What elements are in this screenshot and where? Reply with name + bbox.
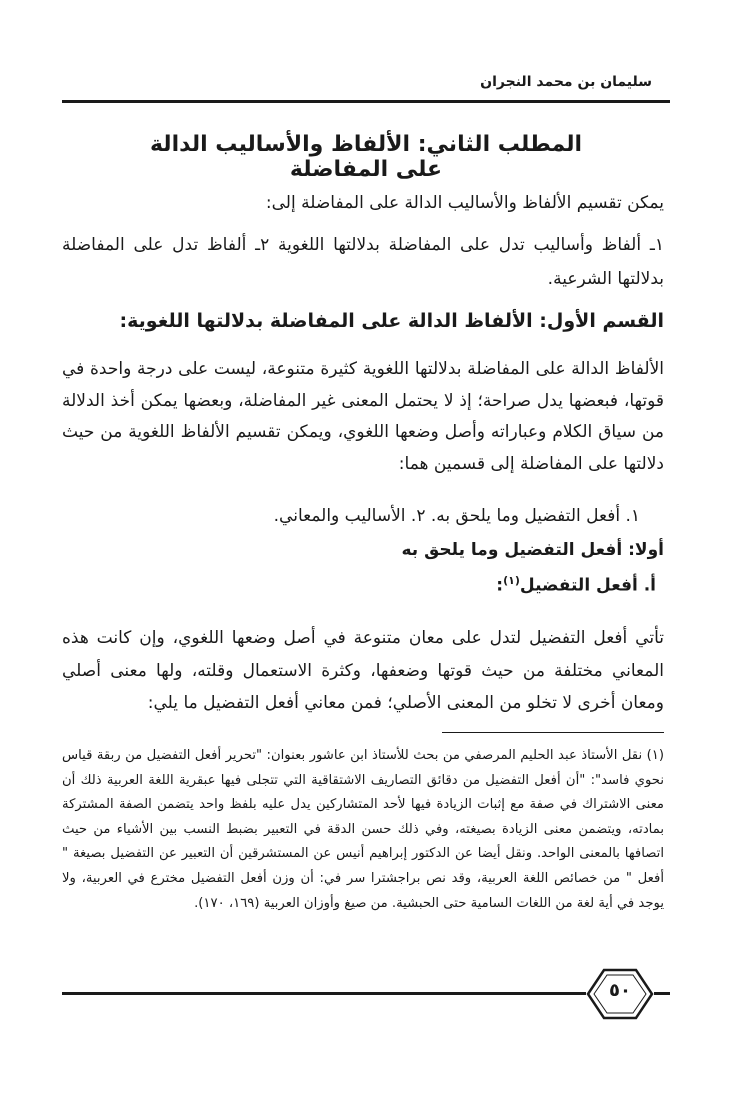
intro-paragraph: ١ـ ألفاظ وأساليب تدل على المفاضلة بدلالتها اللغوية ٢ـ ألفاظ تدل على المفاضلة بدلالتها الشرعية. [62, 235, 664, 289]
header-rule [62, 100, 670, 103]
page-number: ٥٠ [609, 980, 631, 1001]
part1-heading: القسم الأول: الألفاظ الدالة على المفاضلة بدلالتها اللغوية: [119, 310, 664, 332]
sub-heading-suffix: : [496, 575, 504, 596]
footnote-text: (١) نقل الأستاذ عبد الحليم المرصفي من بحث للأستاذ ابن عاشور بعنوان: "تحرير أفعل التفضيل من ربقة قياس نحوي فاسد": "أن أفعل التفضيل من دقائق التصاريف الاشتقاقية التي تتجلى فيها عبقرية اللغة العربية ذلك أن معنى الاشتراك في صفة مع إثبات الزيادة فيها لأحد المتشاركين يدل عليه بلفظ واحد يتضمن الصفة المشتركة بمادته، ويتضمن معنى الزيادة بصيغته، وفي ذلك حسن الدقة في التعبير بضبط النسب بين الأشياء من حيث اتصافها بالمعنى الواحد. ونقل أيضا عن الدكتور إبراهيم أنيس عن المستشرقين أن التعبير عن التفضيل بصيغة " أفعل " من خصائص اللغة العربية، وقد نص براجشترا سر في: أن وزن أفعل التفضيل مخترع في العربية، ولا يوجد في أية لغة من اللغات السامية حتى الحبشية. من صيغ وأوزان العربية (١٦٩، ١٧٠). [62, 748, 664, 911]
sub-heading-text: أ. أفعل التفضيل [519, 575, 656, 596]
footer-rule-right [654, 992, 670, 995]
running-header-author: سليمان بن محمد النجران [480, 74, 652, 90]
sub-heading [62, 574, 656, 596]
footnote-mark: (١) [503, 574, 520, 587]
footer-rule-left [62, 992, 586, 995]
section-title: المطلب الثاني: الألفاظ والأساليب الدالة على المفاضلة [149, 132, 583, 182]
part1-list: ١. أفعل التفضيل وما يلحق به. ٢. الأساليب والمعاني. [273, 506, 640, 526]
intro-line: يمكن تقسيم الألفاظ والأساليب الدالة على المفاضلة إلى: [265, 193, 664, 213]
footnote-rule [442, 732, 664, 733]
first-heading: أولا: أفعل التفضيل وما يلحق به [401, 540, 664, 560]
part1-paragraph: الألفاظ الدالة على المفاضلة بدلالتها اللغوية كثيرة متنوعة، ليست على درجة واحدة في قوتها، فبعضها يدل صراحة؛ إذ لا يحتمل المعنى غير المفاضلة، وبعضها يمكن أخذ الدلالة من سياق الكلام وعباراته وأصل وضعها اللغوي، ويمكن تقسيم الألفاظ اللغوية من حيث دلالتها على المفاضلة إلى قسمين هما: [62, 359, 664, 474]
first-paragraph: تأتي أفعل التفضيل لتدل على معان متنوعة في أصل وضعها اللغوي، وإن كانت هذه المعاني مختلفة من حيث قوتها وضعفها، وكثرة الاستعمال وقلته، ولها معنى أصلي ومعان أخرى لا تخلو من المعنى الأصلي؛ فمن معاني أفعل التفضيل ما يلي: [62, 628, 664, 713]
